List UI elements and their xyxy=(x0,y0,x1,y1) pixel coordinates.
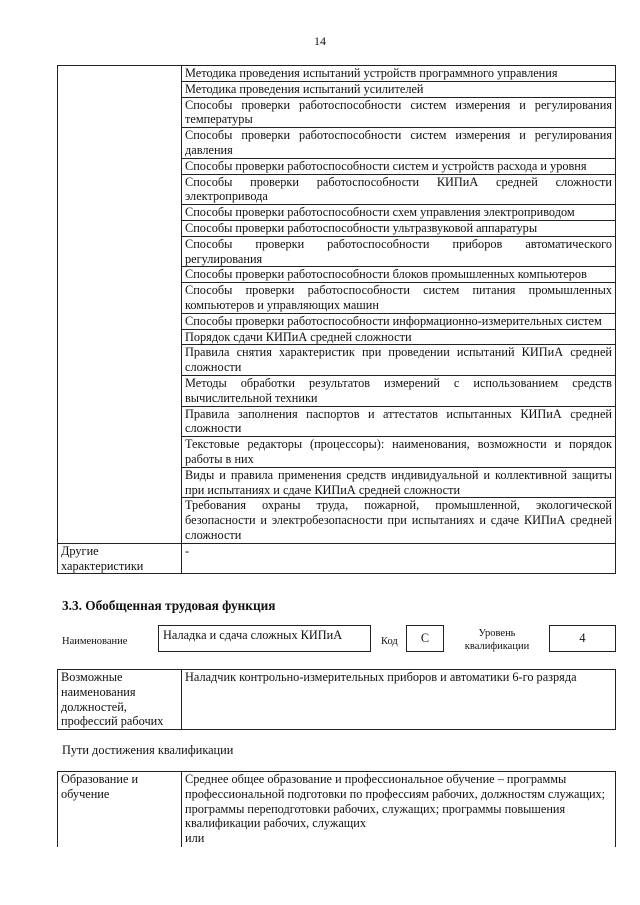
knowledge-item: Виды и правила применения средств индивидуальной и коллективной защиты при испытаниях и сдаче КИПиА средней сложности xyxy=(182,467,616,498)
paths-title: Пути достижения квалификации xyxy=(62,743,234,757)
level-label: Уровень квалификации xyxy=(464,628,530,652)
education-cell xyxy=(182,772,616,848)
knowledge-item: Правила снятия характеристик при проведении испытаний КИПиА средней сложности xyxy=(182,345,616,376)
table-row xyxy=(58,772,616,848)
knowledge-item: Способы проверки работоспособности информационно-измерительных систем xyxy=(182,313,616,329)
knowledge-item: Требования охраны труда, пожарной, промышленной, экологической безопасности и электробезопасности при испытаниях и сдаче КИПиА средней сложности xyxy=(182,498,616,543)
knowledge-item: Способы проверки работоспособности систем питания промышленных компьютеров и управляющих машин xyxy=(182,283,616,314)
knowledge-item: Правила заполнения паспортов и аттестатов испытанных КИПиА средней сложности xyxy=(182,406,616,437)
knowledge-table xyxy=(57,65,616,574)
table-row xyxy=(58,670,616,730)
knowledge-item: Способы проверки работоспособности систем измерения и регулирования температуры xyxy=(182,97,616,128)
possible-names-label: Возможные наименования должностей, профессий рабочих xyxy=(58,670,182,730)
table-row xyxy=(58,543,616,574)
education-value: Среднее общее образование и профессиональное обучение – программы профессиональной подготовки по профессиям рабочих, должностям служащих; программы переподготовки рабочих, служащих; программы повышения квалификации рабочих, служащих xyxy=(185,772,606,831)
level-value-box: 4 xyxy=(549,625,616,652)
education-label: Образование и обучение xyxy=(58,772,182,848)
knowledge-item: Способы проверки работоспособности систем измерения и регулирования давления xyxy=(182,128,616,159)
knowledge-item: Порядок сдачи КИПиА средней сложности xyxy=(182,329,616,345)
education-table xyxy=(57,771,616,847)
other-characteristics-label: Другие характеристики xyxy=(58,543,182,574)
code-value-box: C xyxy=(406,625,444,652)
knowledge-label-cell xyxy=(58,66,182,544)
knowledge-item: Текстовые редакторы (процессоры): наименования, возможности и порядок работы в них xyxy=(182,437,616,468)
knowledge-item: Способы проверки работоспособности ультразвуковой аппаратуры xyxy=(182,220,616,236)
knowledge-item: Способы проверки работоспособности приборов автоматического регулирования xyxy=(182,236,616,267)
knowledge-item: Способы проверки работоспособности блоков промышленных компьютеров xyxy=(182,267,616,283)
possible-names-value: Наладчик контрольно-измерительных приборов и автоматики 6-го разряда xyxy=(182,670,616,730)
knowledge-item: Методика проведения испытаний усилителей xyxy=(182,81,616,97)
page-number: 14 xyxy=(314,34,326,48)
other-characteristics-value: - xyxy=(182,543,616,574)
knowledge-item: Способы проверки работоспособности систем и устройств расхода и уровня xyxy=(182,158,616,174)
name-label: Наименование xyxy=(62,636,128,647)
table-row xyxy=(58,66,616,82)
education-tail: или xyxy=(185,831,205,846)
knowledge-item: Методика проведения испытаний устройств программного управления xyxy=(182,66,616,82)
knowledge-item: Способы проверки работоспособности КИПиА средней сложности электропривода xyxy=(182,174,616,205)
knowledge-item: Методы обработки результатов измерений с использованием средств вычислительной техники xyxy=(182,375,616,406)
code-label: Код xyxy=(381,636,398,647)
possible-names-table xyxy=(57,669,616,730)
function-name-box: Наладка и сдача сложных КИПиА xyxy=(158,625,371,652)
knowledge-item: Способы проверки работоспособности схем управления электроприводом xyxy=(182,205,616,221)
section-heading: 3.3. Обобщенная трудовая функция xyxy=(62,598,276,613)
